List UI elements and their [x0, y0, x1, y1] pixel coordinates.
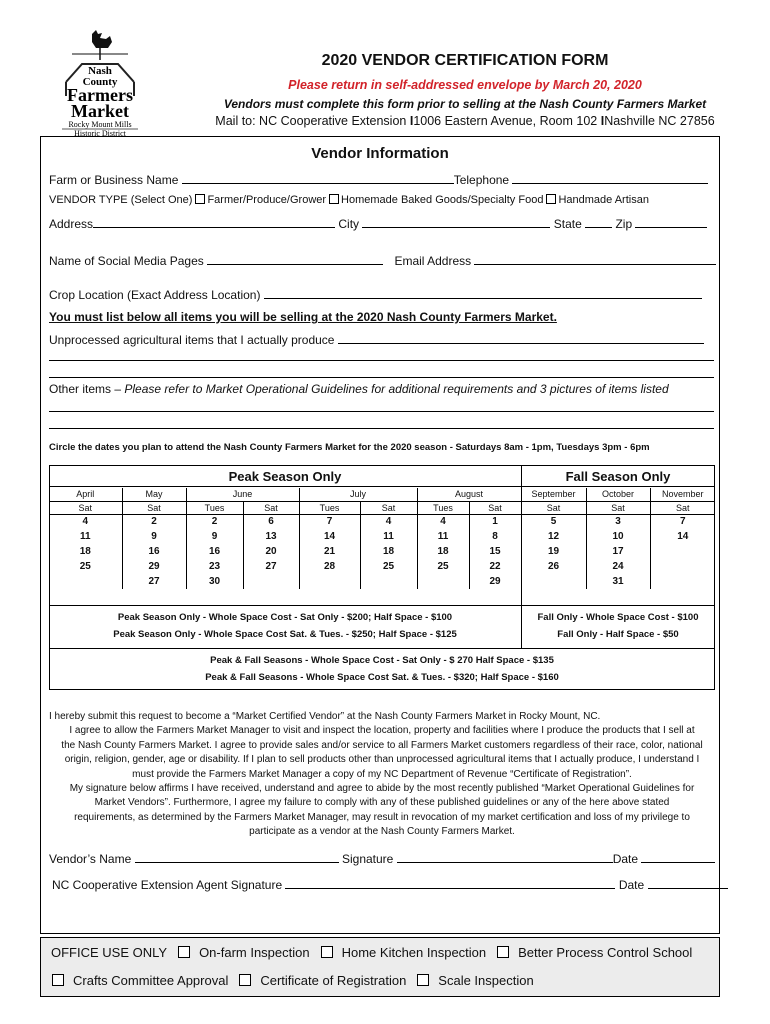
- cert-line: participate as a vendor at the Nash County Farmers Market.: [249, 826, 515, 838]
- calendar-date-row: [49, 514, 715, 529]
- calendar-date-cell[interactable]: 10: [586, 529, 650, 544]
- calendar-date-cell[interactable]: 2: [122, 514, 186, 529]
- calendar-date-cell[interactable]: 18: [360, 544, 417, 559]
- other-items-row: Other items – Please refer to Market Operational Guidelines for additional requirements and 3 pictures of items listed: [49, 382, 669, 396]
- calendar-date-cell[interactable]: [49, 574, 122, 589]
- calendar-date-cell[interactable]: 13: [243, 529, 299, 544]
- cert-line: origin, religion, gender, age or disability. If I plan to sell products other than unprocessed agricultural items that I actually produce, I understand I: [64, 754, 700, 766]
- must-list-notice: You must list below all items you will be selling at the 2020 Nash County Farmers Market.: [49, 310, 557, 324]
- office-row-2: Crafts Committee Approval Certificate of Registration Scale Inspection: [41, 973, 534, 988]
- cert-line: the Nash County Farmers Market. I agree to provide sales and/or service to all Farmers Market customers regardless of their race, color, national: [61, 739, 703, 751]
- social-media-field[interactable]: [207, 253, 383, 265]
- farm-name-row: Farm or Business Name Telephone: [49, 172, 714, 187]
- calendar-date-cell[interactable]: 16: [186, 544, 243, 559]
- calendar-date-cell[interactable]: [650, 559, 715, 574]
- agent-signature-row: NC Cooperative Extension Agent Signature Date: [52, 877, 714, 892]
- svg-text:County: County: [82, 76, 118, 88]
- fall-price-whole: Fall Only - Whole Space Cost - $100: [537, 612, 699, 623]
- calendar-table: [49, 488, 715, 589]
- zip-field[interactable]: [635, 216, 707, 228]
- email-field[interactable]: [474, 253, 716, 265]
- calendar-date-cell[interactable]: [650, 544, 715, 559]
- unprocessed-line-2[interactable]: [49, 360, 714, 361]
- pricing-rule: [49, 605, 715, 606]
- address-field[interactable]: [93, 216, 335, 228]
- cert-line: I agree to allow the Farmers Market Manager to visit and inspect the location, property and facilities where I produce the products that I sell at: [69, 725, 695, 737]
- office-use-label: OFFICE USE ONLY: [51, 945, 168, 960]
- vendor-information-heading: Vendor Information: [311, 145, 449, 162]
- calendar-date-cell[interactable]: 4: [360, 514, 417, 529]
- calendar-date-cell[interactable]: 11: [360, 529, 417, 544]
- calendar-date-cell[interactable]: 17: [586, 544, 650, 559]
- svg-text:Nash: Nash: [88, 65, 112, 77]
- calendar-header-rule: [49, 486, 715, 487]
- office-use-box: [40, 937, 720, 997]
- cert-line: requirements, as determined by the Farmers Market Manager, may result in revocation of my market certification and loss of my privilege to: [74, 811, 690, 823]
- calendar-date-cell[interactable]: 4: [49, 514, 122, 529]
- calendar-date-cell[interactable]: 12: [521, 529, 586, 544]
- calendar-date-cell[interactable]: [360, 574, 417, 589]
- vendor-name-field[interactable]: [135, 851, 339, 863]
- on-farm-inspection-checkbox[interactable]: [178, 946, 190, 958]
- calendar-date-cell[interactable]: 31: [586, 574, 650, 589]
- calendar-date-cell[interactable]: [521, 574, 586, 589]
- calendar-date-cell[interactable]: [417, 574, 469, 589]
- calendar-date-cell[interactable]: 26: [521, 559, 586, 574]
- other-items-line-1[interactable]: [49, 411, 714, 412]
- calendar-date-cell[interactable]: 27: [122, 574, 186, 589]
- crop-location-row: Crop Location (Exact Address Location): [49, 287, 714, 302]
- vendor-date-field[interactable]: [641, 851, 715, 863]
- agent-date-field[interactable]: [648, 877, 728, 889]
- scale-inspection-checkbox[interactable]: [417, 974, 429, 986]
- vendor-notice: Vendors must complete this form prior to selling at the Nash County Farmers Market: [223, 97, 707, 111]
- calendar-date-cell[interactable]: 25: [417, 559, 469, 574]
- nash-county-farmers-market-logo: [52, 30, 148, 140]
- peak-price-sat-tues: Peak Season Only - Whole Space Cost Sat. & Tues. - $250; Half Space - $125: [113, 629, 457, 640]
- mailing-address: Mail to: NC Cooperative Extension I1006 Eastern Avenue, Room 102 INashville NC 27856: [215, 114, 715, 128]
- telephone-field[interactable]: [512, 172, 708, 184]
- calendar-date-cell[interactable]: 4: [417, 514, 469, 529]
- calendar-date-cell[interactable]: 1: [469, 514, 521, 529]
- unprocessed-line-3[interactable]: [49, 377, 714, 378]
- cert-line: I hereby submit this request to become a “Market Certified Vendor” at the Nash County Farmers Market in Rocky Mount, NC.: [49, 711, 601, 722]
- calendar-date-cell[interactable]: 15: [469, 544, 521, 559]
- calendar-date-cell[interactable]: 14: [677, 531, 689, 542]
- unprocessed-field[interactable]: [338, 332, 704, 344]
- calendar-date-cell[interactable]: 19: [521, 544, 586, 559]
- calendar-date-cell[interactable]: 8: [469, 529, 521, 544]
- calendar-date-cell[interactable]: 23: [186, 559, 243, 574]
- calendar-date-cell[interactable]: 25: [360, 559, 417, 574]
- other-items-line-2[interactable]: [49, 428, 714, 429]
- svg-text:Farmers: Farmers: [67, 85, 133, 105]
- address-row: Address City State Zip: [49, 216, 714, 231]
- crafts-committee-checkbox[interactable]: [52, 974, 64, 986]
- calendar-date-cell[interactable]: 18: [417, 544, 469, 559]
- calendar-date-cell[interactable]: 2: [186, 514, 243, 529]
- calendar-date-cell[interactable]: 14: [299, 529, 360, 544]
- calendar-date-cell[interactable]: 29: [469, 574, 521, 589]
- certification-text: [49, 710, 715, 840]
- calendar-date-cell[interactable]: [299, 574, 360, 589]
- calendar-date-cell[interactable]: 24: [586, 559, 650, 574]
- calendar-instructions: Circle the dates you plan to attend the Nash County Farmers Market for the 2020 season - Saturdays 8am - 1pm, Tuesdays 3pm - 6pm: [49, 442, 650, 453]
- calendar-date-cell[interactable]: 20: [243, 544, 299, 559]
- combined-price-sat: Peak & Fall Seasons - Whole Space Cost - Sat Only - $ 270 Half Space - $135: [210, 655, 554, 666]
- fall-price-half: Fall Only - Half Space - $50: [557, 629, 679, 640]
- office-row-1: OFFICE USE ONLY On-farm Inspection Home Kitchen Inspection Better Process Control School: [51, 945, 693, 960]
- artisan-checkbox[interactable]: [546, 194, 556, 204]
- calendar-date-cell[interactable]: 16: [122, 544, 186, 559]
- farm-name-field[interactable]: [182, 172, 454, 184]
- calendar-date-cell[interactable]: 27: [243, 559, 299, 574]
- calendar-date-cell[interactable]: 21: [299, 544, 360, 559]
- social-email-row: Name of Social Media Pages Email Address: [49, 253, 714, 268]
- day-row: Sat Sat Tues Sat Tues Sat Tues Sat Sat Sat Sat: [49, 501, 715, 514]
- home-kitchen-inspection-checkbox[interactable]: [321, 946, 333, 958]
- crop-location-field[interactable]: [264, 287, 702, 299]
- city-field[interactable]: [362, 216, 550, 228]
- combined-pricing-rule: [49, 648, 715, 649]
- calendar-date-cell[interactable]: 30: [186, 574, 243, 589]
- calendar-date-cell[interactable]: 3: [586, 514, 650, 529]
- cert-line: must provide the Farmers Market Manager a copy of my NC Department of Revenue “Certificate of Registration”.: [132, 768, 632, 780]
- better-process-checkbox[interactable]: [497, 946, 509, 958]
- calendar-date-cell[interactable]: [650, 574, 715, 589]
- fall-season-title: Fall Season Only: [565, 469, 671, 484]
- calendar-date-cell[interactable]: 9: [122, 529, 186, 544]
- baked-goods-checkbox[interactable]: [329, 194, 339, 204]
- svg-text:Historic District: Historic District: [74, 129, 126, 138]
- state-field[interactable]: [585, 216, 612, 228]
- return-deadline: Please return in self-addressed envelope by March 20, 2020: [288, 78, 642, 92]
- calendar-date-cell[interactable]: 7: [299, 514, 360, 529]
- calendar-date-cell[interactable]: 18: [49, 544, 122, 559]
- svg-text:Rocky Mount Mills: Rocky Mount Mills: [68, 120, 132, 129]
- calendar-date-row: [49, 544, 715, 559]
- calendar-date-cell[interactable]: 22: [469, 559, 521, 574]
- vendor-type-row: VENDOR TYPE (Select One) Farmer/Produce/Grower Homemade Baked Goods/Specialty Food Handmade Artisan: [49, 194, 649, 206]
- form-title: 2020 VENDOR CERTIFICATION FORM: [321, 52, 609, 69]
- calendar-date-row: [49, 574, 715, 589]
- agent-signature-field[interactable]: [285, 877, 615, 889]
- calendar-date-cell[interactable]: [243, 574, 299, 589]
- peak-season-title: Peak Season Only: [228, 469, 342, 484]
- calendar-date-cell[interactable]: 28: [299, 559, 360, 574]
- calendar-date-row: [49, 559, 715, 574]
- calendar-date-cell[interactable]: 25: [49, 559, 122, 574]
- calendar-date-cell[interactable]: 11: [49, 529, 122, 544]
- certificate-registration-checkbox[interactable]: [239, 974, 251, 986]
- cert-line: Market Vendors”. Furthermore, I agree my failure to comply with any of these published guidelines or any of the here above stated: [94, 797, 670, 809]
- rooster-icon: [72, 30, 128, 60]
- calendar-date-cell[interactable]: 9: [186, 529, 243, 544]
- calendar-date-row: [49, 529, 715, 544]
- vendor-signature-row: Vendor’s Name Signature Date: [49, 851, 714, 866]
- farmer-checkbox[interactable]: [195, 194, 205, 204]
- calendar-date-cell[interactable]: 29: [122, 559, 186, 574]
- peak-price-sat: Peak Season Only - Whole Space Cost - Sat Only - $200; Half Space - $100: [117, 612, 453, 623]
- month-row: April May June July August September October November: [49, 488, 715, 501]
- vendor-signature-field[interactable]: [397, 851, 613, 863]
- svg-text:Market: Market: [71, 101, 129, 121]
- calendar-date-cell[interactable]: 7: [679, 516, 686, 528]
- unprocessed-row: Unprocessed agricultural items that I actually produce: [49, 332, 714, 347]
- calendar-date-cell[interactable]: 6: [243, 514, 299, 529]
- calendar-date-cell[interactable]: 11: [417, 529, 469, 544]
- cert-line: My signature below affirms I have received, understand and agree to abide by the most recently published “Market Operational Guidelines for: [69, 783, 695, 795]
- calendar-date-cell[interactable]: 5: [521, 514, 586, 529]
- combined-price-sat-tues: Peak & Fall Seasons - Whole Space Cost Sat. & Tues. - $320; Half Space - $160: [205, 672, 559, 683]
